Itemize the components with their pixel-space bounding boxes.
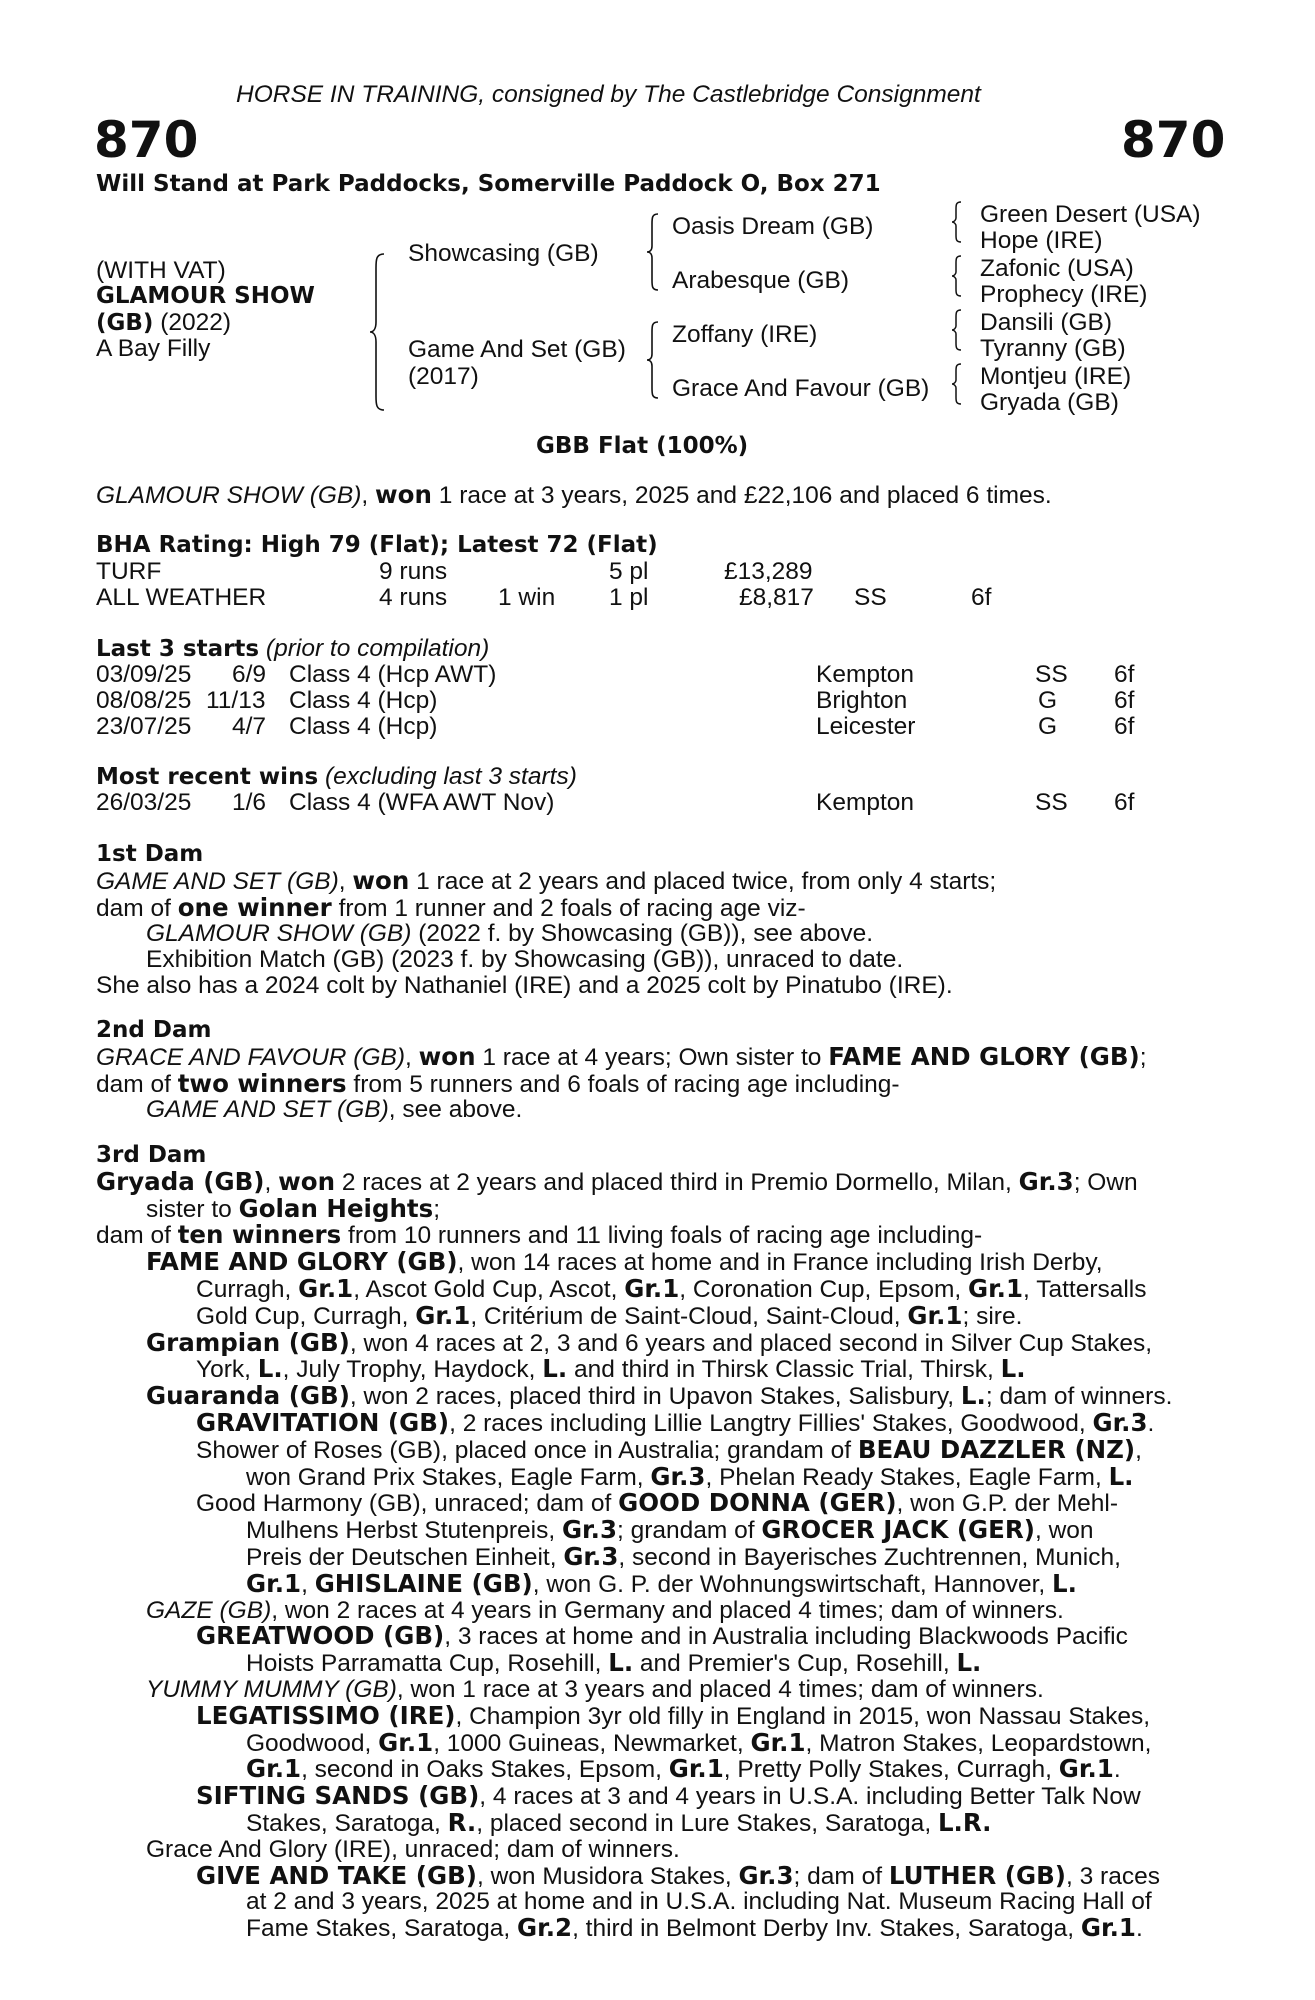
- third-dam-line: Goodwood, Gr.1, 1000 Guineas, Newmarket, Gr.1, Matron Stakes, Leopardstown,: [246, 1727, 1152, 1757]
- third-dam-line: Mulhens Herbst Stutenpreis, Gr.3; grandam of GROCER JACK (GER), won: [246, 1515, 1094, 1545]
- third-dam-line: Gold Cup, Curragh, Gr.1, Critérium de Saint-Cloud, Saint-Cloud, Gr.1; sire.: [196, 1300, 1023, 1330]
- third-dam-line: SIFTING SANDS (GB), 4 races at 3 and 4 years in U.S.A. including Better Talk Now: [196, 1781, 1141, 1811]
- location-line: Will Stand at Park Paddocks, Somerville Paddock O, Box 271: [96, 171, 881, 197]
- last3-row: 08/08/25 11/13 Class 4 (Hcp) Brighton G 6f: [96, 687, 1135, 714]
- pedigree-dss: Dansili (GB): [980, 309, 1113, 336]
- race-summary: GLAMOUR SHOW (GB), won 1 race at 3 years, 2025 and £22,106 and placed 6 times.: [96, 480, 1052, 509]
- first-dam-line: GAME AND SET (GB), won 1 race at 2 years and placed twice, from only 4 starts;: [96, 865, 997, 895]
- pedigree-ddd: Gryada (GB): [980, 389, 1119, 416]
- third-dam-line: GAZE (GB), won 2 races at 4 years in Germany and placed 4 times; dam of winners.: [146, 1596, 1064, 1624]
- third-dam-line: Good Harmony (GB), unraced; dam of GOOD DONNA (GER), won G.P. der Mehl-: [196, 1488, 1119, 1518]
- first-dam-line: dam of one winner from 1 runner and 2 foals of racing age viz-: [96, 892, 806, 922]
- pedigree-brace-sire: [645, 212, 661, 292]
- vat-note: (WITH VAT): [96, 257, 226, 284]
- third-dam-line: Curragh, Gr.1, Ascot Gold Cup, Ascot, Gr.1, Coronation Cup, Epsom, Gr.1, Tattersalls: [196, 1273, 1147, 1303]
- third-dam-line: at 2 and 3 years, 2025 at home and in U.S.A. including Nat. Museum Racing Hall of: [246, 1888, 1152, 1916]
- first-dam-section: [96, 842, 1200, 999]
- lot-number-right: 870: [1121, 111, 1226, 169]
- third-dam-line: York, L., July Trophy, Haydock, L. and third in Thirsk Classic Trial, Thirsk, L.: [196, 1354, 1026, 1384]
- third-dam-line: FAME AND GLORY (GB), won 14 races at home and in France including Irish Derby,: [146, 1247, 1103, 1277]
- horse-description: A Bay Filly: [96, 335, 211, 362]
- pedigree-sss: Green Desert (USA): [980, 201, 1201, 228]
- third-dam-line: Grace And Glory (IRE), unraced; dam of winners.: [146, 1835, 680, 1863]
- third-dam-line: Gr.1, GHISLAINE (GB), won G. P. der Wohnungswirtschaft, Hannover, L.: [246, 1568, 1077, 1598]
- rating-row-allweather: ALL WEATHER 4 runs 1 win 1 pl £8,817 SS 6f: [96, 584, 992, 611]
- first-dam-line: GLAMOUR SHOW (GB) (2022 f. by Showcasing (GB)), see above.: [146, 920, 874, 948]
- last3-row: 23/07/25 4/7 Class 4 (Hcp) Leicester G 6f: [96, 713, 1135, 740]
- pedigree-brace-dd: [950, 362, 964, 406]
- pedigree-brace-dam: [645, 320, 661, 400]
- third-dam-title: 3rd Dam: [96, 1142, 207, 1168]
- pedigree-ssd: Hope (IRE): [980, 227, 1103, 254]
- second-dam-line: GRACE AND FAVOUR (GB), won 1 race at 4 years; Own sister to FAME AND GLORY (GB);: [96, 1041, 1147, 1071]
- third-dam-line: Stakes, Saratoga, R., placed second in Lure Stakes, Saratoga, L.R.: [246, 1807, 992, 1837]
- first-dam-line: She also has a 2024 colt by Nathaniel (IRE) and a 2025 colt by Pinatubo (IRE).: [96, 971, 953, 999]
- pedigree-dds: Montjeu (IRE): [980, 363, 1132, 390]
- pedigree-dam-dam: Grace And Favour (GB): [672, 375, 930, 402]
- third-dam-line: Grampian (GB), won 4 races at 2, 3 and 6 years and placed second in Silver Cup Stakes,: [146, 1327, 1153, 1357]
- pedigree-brace-ss: [950, 200, 964, 244]
- second-dam-line: GAME AND SET (GB), see above.: [146, 1096, 523, 1124]
- third-dam-line: GREATWOOD (GB), 3 races at home and in Australia including Blackwoods Pacific: [196, 1621, 1128, 1651]
- pedigree-dam-sire: Zoffany (IRE): [672, 321, 818, 348]
- third-dam-line: Gryada (GB), won 2 races at 2 years and placed third in Premio Dormello, Milan, Gr.3; Own: [96, 1166, 1138, 1196]
- pedigree-dsd: Tyranny (GB): [980, 335, 1126, 362]
- recent-wins-title: Most recent wins (excluding last 3 starts): [96, 763, 577, 790]
- third-dam-line: sister to Golan Heights;: [146, 1193, 441, 1223]
- third-dam-line: Fame Stakes, Saratoga, Gr.2, third in Belmont Derby Inv. Stakes, Saratoga, Gr.1.: [246, 1913, 1143, 1943]
- pedigree-sire-sire: Oasis Dream (GB): [672, 213, 874, 240]
- recent-wins-table: [96, 790, 1146, 816]
- first-dam-title: 1st Dam: [96, 841, 204, 867]
- pedigree-brace-sd: [950, 254, 964, 298]
- pedigree-sire: Showcasing (GB): [408, 240, 599, 267]
- first-dam-line: Exhibition Match (GB) (2023 f. by Showcasing (GB)), unraced to date.: [146, 946, 904, 974]
- rating-row-turf: TURF 9 runs 5 pl £13,289: [96, 558, 813, 585]
- lot-number-left: 870: [94, 111, 199, 169]
- last3-title: Last 3 starts (prior to compilation): [96, 635, 490, 662]
- last3-row: 03/09/25 6/9 Class 4 (Hcp AWT) Kempton SS 6f: [96, 661, 1135, 688]
- pedigree-dam: Game And Set (GB): [408, 336, 626, 363]
- second-dam-line: dam of two winners from 5 runners and 6 foals of racing age including-: [96, 1068, 900, 1098]
- third-dam-line: Hoists Parramatta Cup, Rosehill, L. and Premier's Cup, Rosehill, L.: [246, 1648, 982, 1678]
- third-dam-lines: [96, 1166, 1200, 1943]
- gbb-rating: GBB Flat (100%): [536, 433, 749, 459]
- second-dam-title: 2nd Dam: [96, 1017, 212, 1043]
- third-dam-line: Gr.1, second in Oaks Stakes, Epsom, Gr.1, Pretty Polly Stakes, Curragh, Gr.1.: [246, 1754, 1121, 1784]
- pedigree-brace-main: [368, 252, 388, 412]
- pedigree-sds: Zafonic (USA): [980, 255, 1134, 282]
- third-dam-line: GRAVITATION (GB), 2 races including Lillie Langtry Fillies' Stakes, Goodwood, Gr.3.: [196, 1407, 1155, 1437]
- bha-rating-title: BHA Rating: High 79 (Flat); Latest 72 (Flat): [96, 532, 658, 558]
- second-dam-section: [96, 1018, 1200, 1123]
- recent-win-row: 26/03/25 1/6 Class 4 (WFA AWT Nov) Kempton SS 6f: [96, 789, 1135, 816]
- pedigree-sdd: Prophecy (IRE): [980, 281, 1148, 308]
- third-dam-line: dam of ten winners from 10 runners and 11 living foals of racing age including-: [96, 1220, 983, 1250]
- pedigree-sire-dam: Arabesque (GB): [672, 267, 850, 294]
- horse-country-year: (GB) (2022): [96, 309, 232, 336]
- third-dam-line: YUMMY MUMMY (GB), won 1 race at 3 years and placed 4 times; dam of winners.: [146, 1675, 1044, 1703]
- third-dam-line: GIVE AND TAKE (GB), won Musidora Stakes, Gr.3; dam of LUTHER (GB), 3 races: [196, 1860, 1160, 1890]
- horse-name: GLAMOUR SHOW: [96, 283, 315, 309]
- third-dam-section: [96, 1143, 1200, 1942]
- pedigree-brace-ds: [950, 308, 964, 352]
- third-dam-line: Preis der Deutschen Einheit, Gr.3, second in Bayerisches Zuchtrennen, Munich,: [246, 1541, 1121, 1571]
- pedigree-dam-year: (2017): [408, 363, 479, 390]
- last3-table: [96, 662, 1146, 740]
- rating-table: [96, 559, 1096, 611]
- consignment-line: HORSE IN TRAINING, consigned by The Castlebridge Consignment: [236, 81, 981, 108]
- third-dam-line: Shower of Roses (GB), placed once in Australia; grandam of BEAU DAZZLER (NZ),: [196, 1434, 1142, 1464]
- third-dam-line: Guaranda (GB), won 2 races, placed third in Upavon Stakes, Salisbury, L.; dam of winners.: [146, 1381, 1173, 1411]
- third-dam-line: LEGATISSIMO (IRE), Champion 3yr old filly in England in 2015, won Nassau Stakes,: [196, 1700, 1151, 1730]
- third-dam-line: won Grand Prix Stakes, Eagle Farm, Gr.3, Phelan Ready Stakes, Eagle Farm, L.: [246, 1461, 1134, 1491]
